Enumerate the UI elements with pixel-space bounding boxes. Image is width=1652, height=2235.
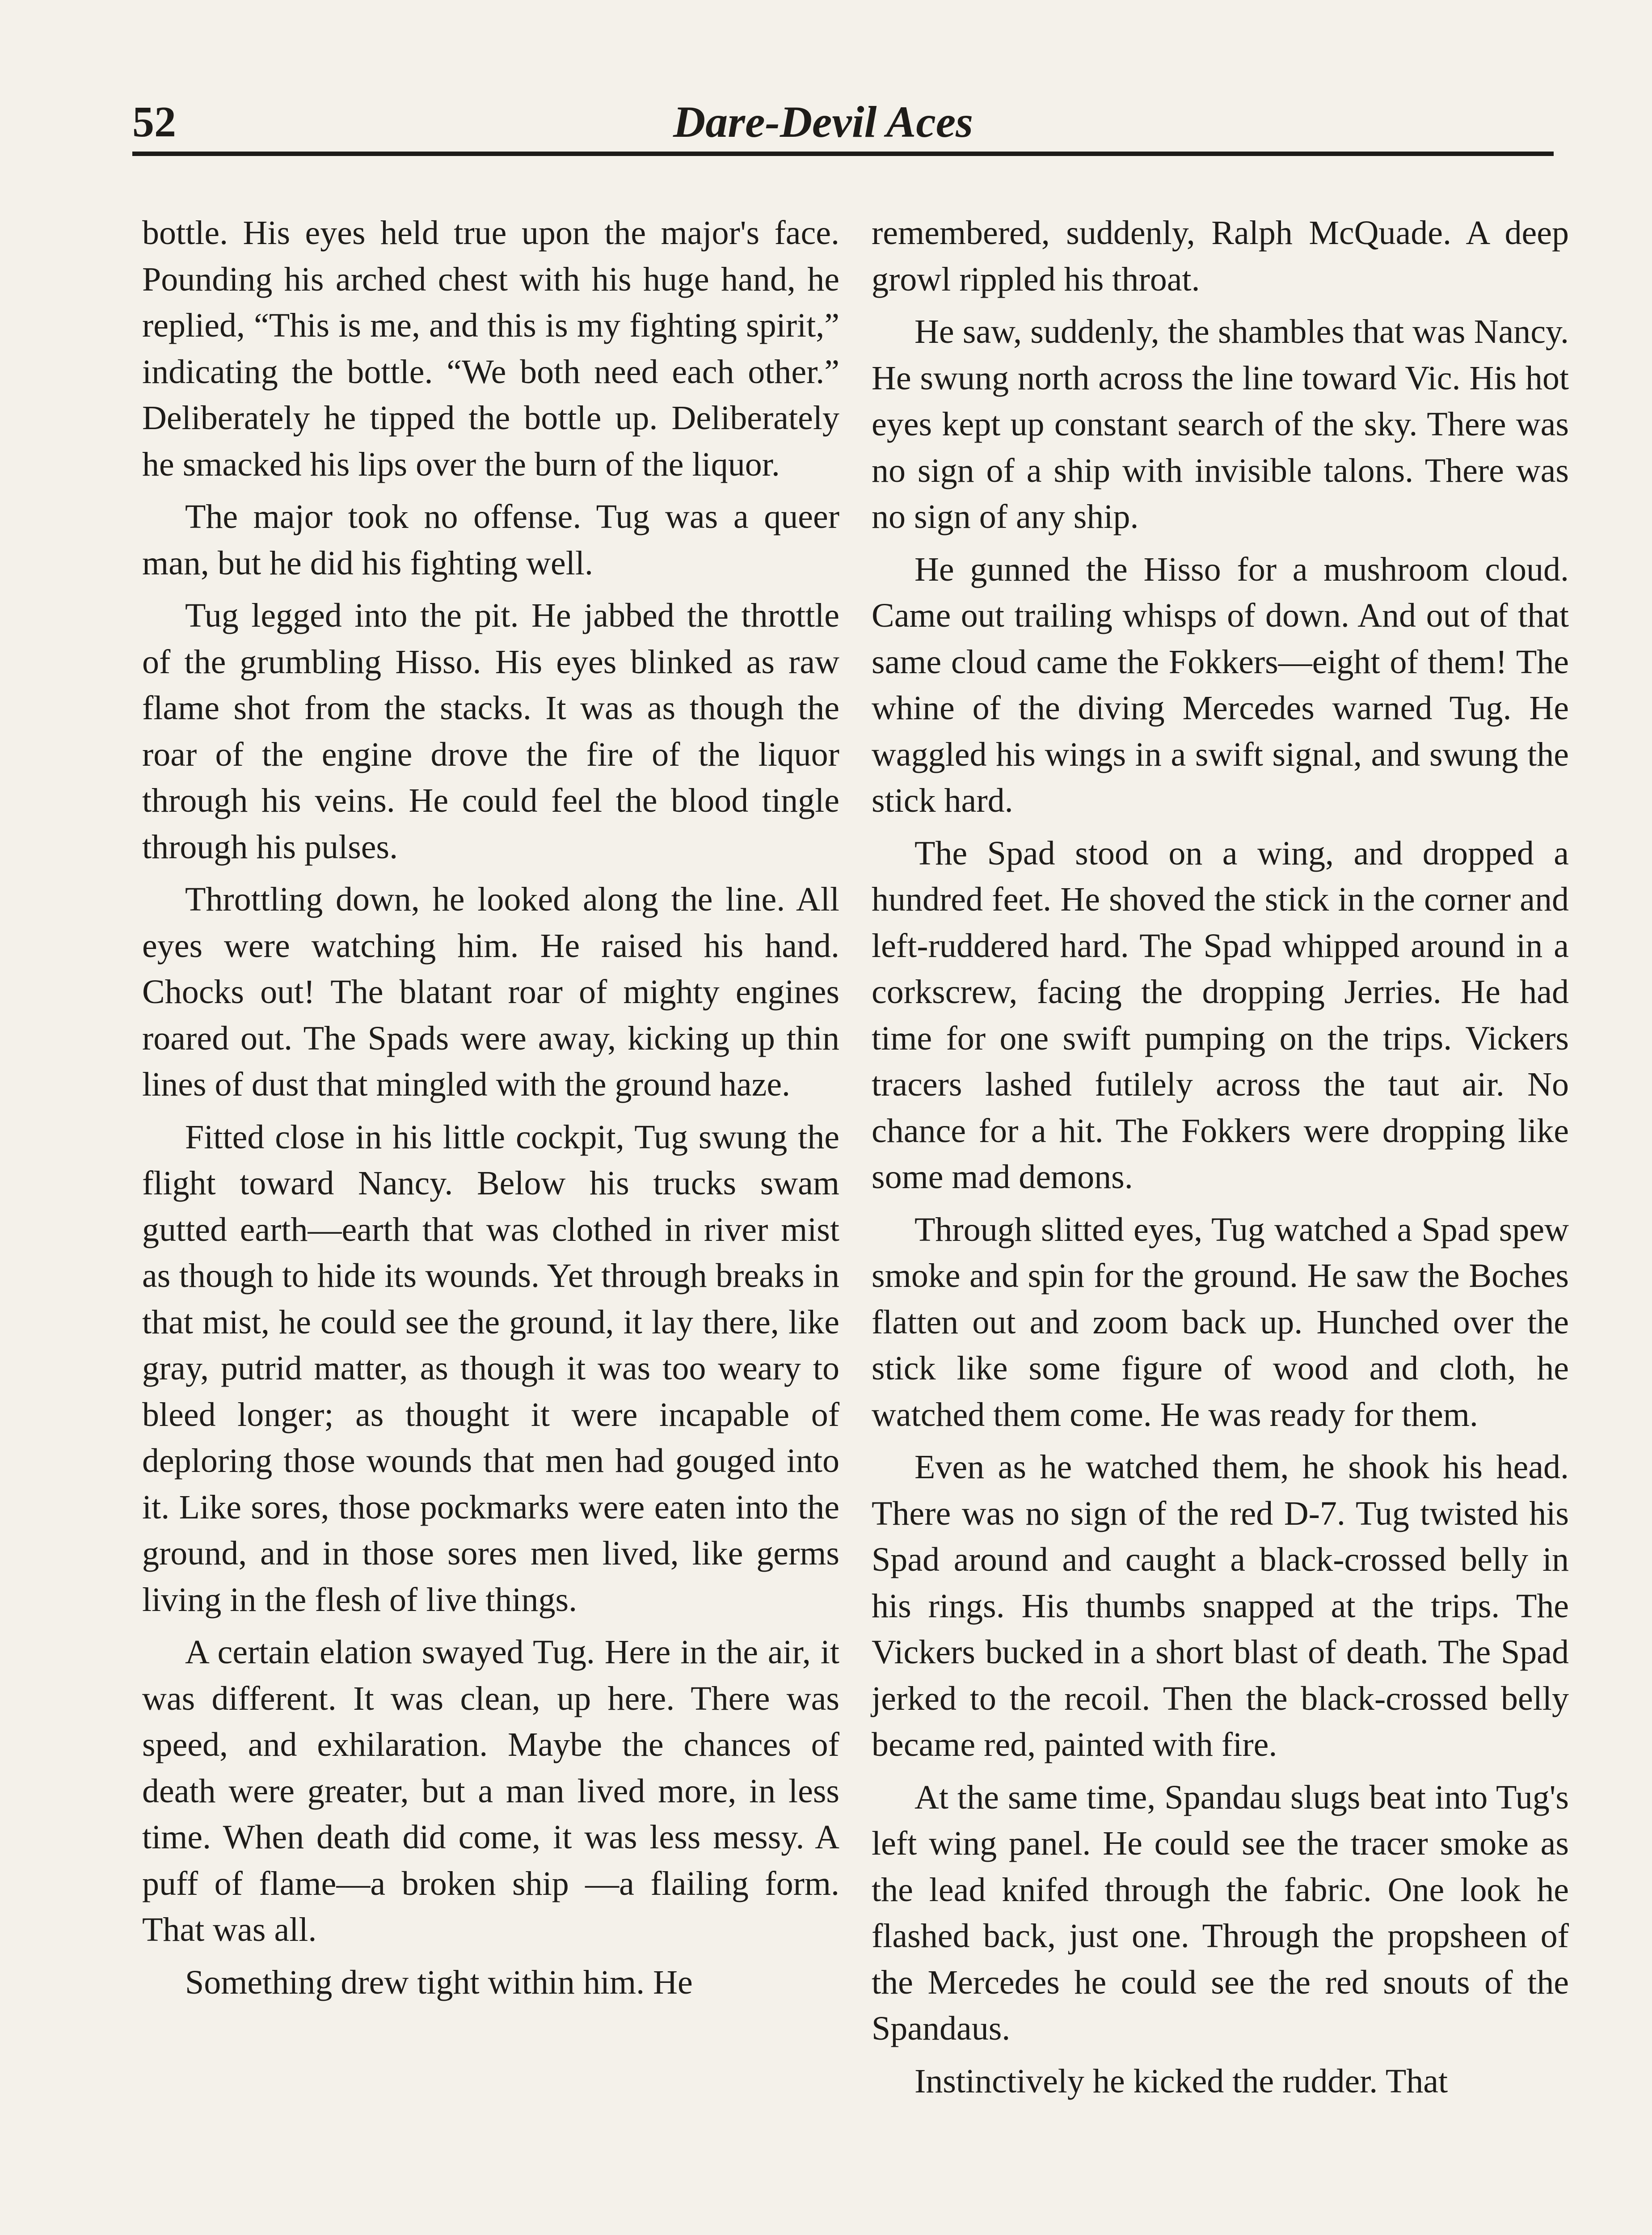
paragraph: Even as he watched them, he shook his head. There was no sign of the red D-7. Tug twisted his Spad around and caught a black-crossed belly in his rings. His thumbs snapped at the trips. The Vickers bucked in a short blast of death. The Spad jerked to the recoil. Then the black-crossed belly became red, painted with fire. [872, 1448, 1569, 1763]
paragraph: The major took no offense. Tug was a queer man, but he did his fighting well. [142, 498, 839, 582]
left-column [142, 210, 839, 2012]
paragraph: Throttling down, he looked along the line. All eyes were watching him. He raised his hand. Chocks out! The blatant roar of mighty engines roared out. The Spads were away, kicking up thin lines of dust that mingled with the ground haze. [142, 881, 839, 1103]
right-column [872, 210, 1569, 2111]
page-header [132, 96, 1554, 154]
paragraph: Tug legged into the pit. He jabbed the throttle of the grumbling Hisso. His eyes blinked as raw flame shot from the stacks. It was as though the roar of the engine drove the fire of the liquor through his veins. He could feel the blood tingle through his pulses. [142, 597, 839, 866]
paragraph: remembered, suddenly, Ralph McQuade. A deep growl rippled his throat. [872, 214, 1569, 298]
header-rule [132, 152, 1554, 156]
paragraph: He gunned the Hisso for a mushroom cloud. Came out trailing whisps of down. And out of that same cloud came the Fokkers—eight of them! The whine of the diving Mercedes warned Tug. He waggled his wings in a swift signal, and swung the stick hard. [872, 550, 1569, 819]
paragraph: Fitted close in his little cockpit, Tug swung the flight toward Nancy. Below his trucks swam gutted earth—earth that was clothed in river mist as though to hide its wounds. Yet through breaks in that mist, he could see the ground, it lay there, like gray, putrid matter, as though it was too weary to bleed longer; as thought it were incapable of deploring those wounds that men had gouged into it. Like sores, those pockmarks were eaten into the ground, and in those sores men lived, like germs living in the flesh of live things. [142, 1118, 839, 1619]
running-title: Dare-Devil Aces [673, 97, 974, 147]
paragraph: Instinctively he kicked the rudder. That [914, 2062, 1448, 2100]
page-number: 52 [132, 98, 176, 146]
paragraph: At the same time, Spandau slugs beat into Tug's left wing panel. He could see the tracer smoke as the lead knifed through the fabric. One look he flashed back, just one. Through the propsheen of the Mercedes he could see the red snouts of the Spandaus. [872, 1778, 1569, 2047]
paragraph: The Spad stood on a wing, and dropped a hundred feet. He shoved the stick in the corner and left-ruddered hard. The Spad whipped around in a corkscrew, facing the dropping Jerries. He had time for one swift pumping on the trips. Vickers tracers lashed futilely across the taut air. No chance for a hit. The Fokkers were dropping like some mad demons. [872, 834, 1569, 1196]
paragraph: bottle. His eyes held true upon the major's face. Pounding his arched chest with his huge hand, he replied, “This is me, and this is my fighting spirit,” indicating the bottle. “We both need each other.” Deliberately he tipped the bottle up. Deliberately he smacked his lips over the burn of the liquor. [142, 214, 839, 483]
paragraph: Through slitted eyes, Tug watched a Spad spew smoke and spin for the ground. He saw the Boches flatten out and zoom back up. Hunched over the stick like some figure of wood and cloth, he watched them come. He was ready for them. [872, 1210, 1569, 1434]
paragraph: Something drew tight within him. He [185, 1963, 693, 2001]
paragraph: A certain elation swayed Tug. Here in the air, it was different. It was clean, up here. There was speed, and exhilaration. Maybe the chances of death were greater, but a man lived more, in less time. When death did come, it was less messy. A puff of flame—a broken ship —a flailing form. That was all. [142, 1633, 839, 1948]
paragraph: He saw, suddenly, the shambles that was Nancy. He swung north across the line toward Vic. His hot eyes kept up constant search of the sky. There was no sign of a ship with invisible talons. There was no sign of any ship. [872, 313, 1569, 536]
